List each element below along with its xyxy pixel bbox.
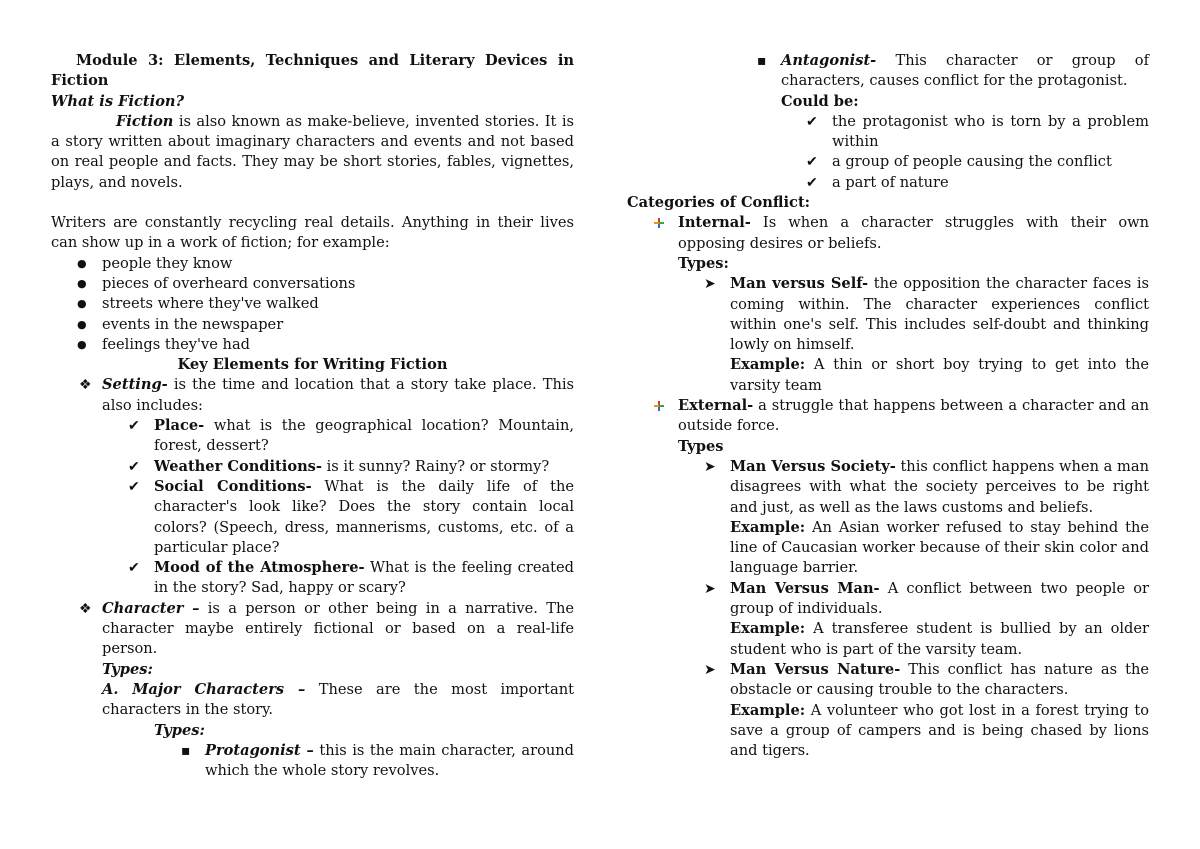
external-types-label: Types [678, 437, 724, 455]
antagonist-item: ▪ Antagonist- This character or group of characters, causes conflict for the protagonist. [757, 52, 1149, 90]
man-vs-self: ➤ Man versus Self- the opposition the character faces is coming within. The character experiences conflict within one's self. This includes self-doubt and thinking lowly on himself. [704, 275, 1149, 354]
checkmark-icon: ✔ [128, 478, 140, 495]
fiction-term: Fiction [116, 112, 174, 130]
bullet-icon: ● [77, 297, 87, 311]
square-bullet-icon: ▪ [757, 53, 767, 69]
checkmark-icon: ✔ [806, 113, 818, 130]
major-characters: A. Major Characters – These are the most important characters in the story. [102, 680, 574, 719]
fiction-paragraph [51, 112, 574, 193]
bullet-icon: ● [77, 276, 87, 290]
internal-types-label: Types: [678, 254, 729, 272]
arrowhead-icon: ➤ [704, 458, 716, 475]
recycling-paragraph: Writers are constantly recycling real details. Anything in their lives can show up in a work of fiction; for example: [51, 214, 574, 252]
list-item: ● events in the newspaper [51, 315, 574, 335]
examples-list [51, 254, 574, 355]
list-item: ● feelings they've had [51, 335, 574, 355]
square-bullet-icon: ▪ [181, 742, 191, 759]
setting-place: ✔ Place- what is the geographical location? Mountain, forest, dessert? [128, 417, 574, 455]
could-be-item: ✔ the protagonist who is torn by a problem within [806, 112, 1149, 151]
conflict-heading: Categories of Conflict: [627, 194, 811, 212]
module-title: Module 3: Elements, Techniques and Literary Devices in Fiction [51, 52, 574, 90]
list-item: ● pieces of overheard conversations [51, 274, 574, 294]
checkmark-icon: ✔ [128, 458, 140, 475]
setting-item: ❖ Setting- is the time and location that a story take place. This also includes: [79, 376, 574, 414]
setting-social: ✔ Social Conditions- What is the daily life of the character's look like? Does the story contain local colors? (Speech, dress, mannerisms, customs, etc. of a particular place? [128, 477, 574, 556]
plus-bullet-icon [654, 218, 664, 228]
protagonist-item: ▪ Protagonist – this is the main character, around which the whole story revolves. [181, 741, 574, 780]
diamond-bullet-icon: ❖ [79, 377, 92, 394]
checkmark-icon: ✔ [806, 154, 818, 171]
bullet-icon: ● [77, 256, 87, 270]
society-example: Example: An Asian worker refused to stay behind the line of Caucasian worker because of their skin color and language barrier. [730, 518, 1149, 577]
man-vs-society: ➤ Man Versus Society- this conflict happens when a man disagrees with what the society perceives to be right and just, as well as the laws customs and beliefs. [704, 457, 1149, 516]
fiction-definition: is also known as make-believe, invented stories. It is a story written about imaginary characters and events and not based on real people and facts. They may be short stories, fables, vignettes, plays, and novels. [51, 112, 574, 191]
nature-example: Example: A volunteer who got lost in a forest trying to save a group of campers and is being chased by lions and tigers. [730, 701, 1149, 760]
major-types-label: Types: [154, 721, 205, 739]
bullet-icon: ● [77, 337, 87, 351]
right-column [627, 51, 1149, 761]
external-conflict: External- a struggle that happens between a character and an outside force. [627, 396, 1149, 437]
man-vs-nature: ➤ Man Versus Nature- This conflict has nature as the obstacle or causing trouble to the characters. [704, 660, 1150, 699]
plus-bullet-icon [654, 401, 664, 411]
bullet-icon: ● [77, 317, 87, 331]
self-example: Example: A thin or short boy trying to get into the varsity team [730, 356, 1149, 394]
list-item: ● people they know [51, 254, 574, 274]
diamond-bullet-icon: ❖ [79, 600, 92, 617]
checkmark-icon: ✔ [128, 418, 140, 435]
character-item: ❖ Character – is a person or other being in a narrative. The character maybe entirely fictional or based on a real-life person. [79, 599, 575, 658]
checkmark-icon: ✔ [806, 174, 818, 191]
could-be-item: ✔ a group of people causing the conflict [627, 152, 1149, 172]
setting-weather: ✔ Weather Conditions- is it sunny? Rainy? or stormy? [51, 457, 574, 477]
key-elements-heading: Key Elements for Writing Fiction [177, 356, 448, 374]
setting-mood: ✔ Mood of the Atmosphere- What is the feeling created in the story? Sad, happy or scary? [128, 559, 575, 597]
arrowhead-icon: ➤ [704, 276, 716, 293]
list-item: ● streets where they've walked [51, 294, 574, 314]
could-be-item: ✔ a part of nature [627, 173, 1149, 193]
checkmark-icon: ✔ [128, 560, 140, 577]
arrowhead-icon: ➤ [704, 580, 716, 597]
left-column [51, 51, 574, 781]
arrowhead-icon: ➤ [704, 661, 716, 678]
what-is-fiction-heading: What is Fiction? [51, 92, 185, 110]
man-example: Example: A transferee student is bullied by an older student who is part of the varsity team. [730, 620, 1149, 658]
character-types-label: Types: [102, 660, 153, 678]
man-vs-man: ➤ Man Versus Man- A conflict between two people or group of individuals. [704, 579, 1149, 618]
could-be-label: Could be: [781, 92, 859, 110]
internal-conflict: Internal- Is when a character struggles with their own opposing desires or beliefs. [627, 213, 1149, 254]
